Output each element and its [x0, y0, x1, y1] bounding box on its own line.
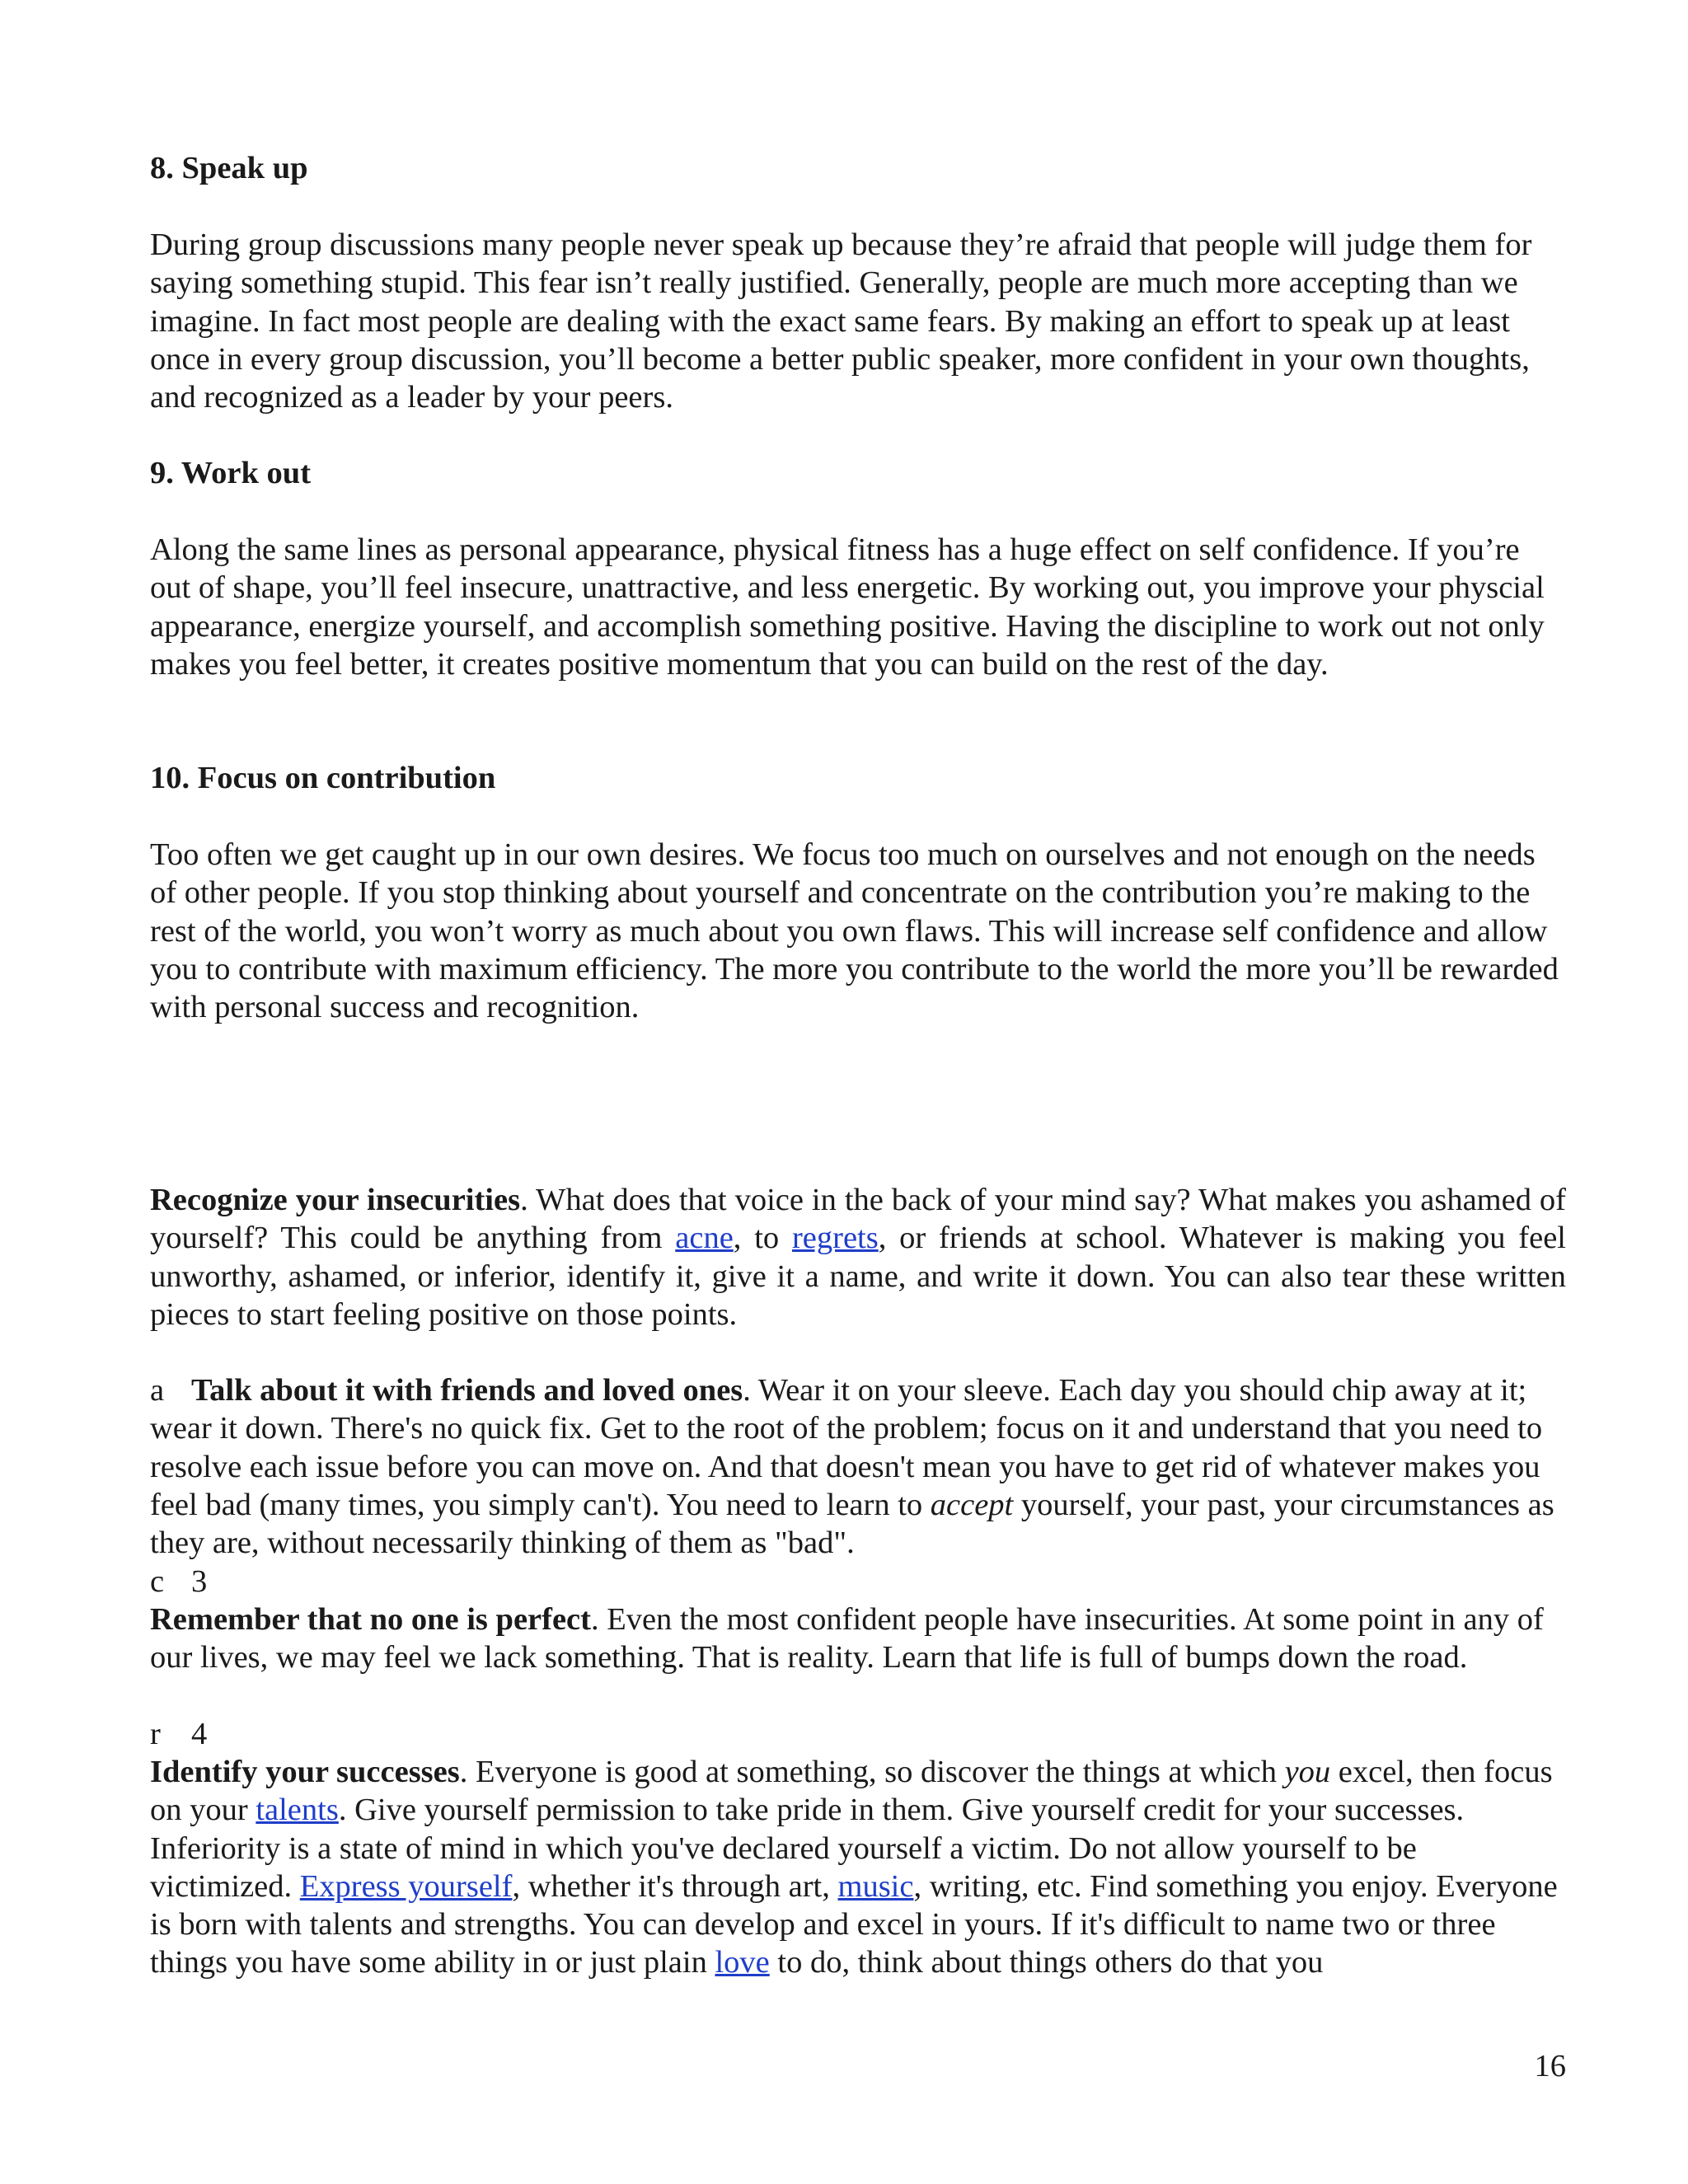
marker-c-number: 3 [191, 1564, 208, 1599]
acne-link[interactable]: acne [675, 1221, 734, 1256]
successes-text-2: excel, then focus on your [150, 1755, 1553, 1828]
perfect-text: . Even the most confident people have insecurities. At some point in any of our lives, we may feel we lack something. That is reality. Learn that life is full of bumps down the road. [150, 1602, 1544, 1675]
list-marker-r [150, 1715, 1566, 1753]
express-yourself-link[interactable]: Express yourself [299, 1868, 513, 1904]
section-9-heading: 9. Work out [150, 456, 312, 490]
successes-text-5: , writing, etc. Find something you enjoy. Everyone is born with talents and strengths. You can develop and excel in yours. If it's difficult to name two or three things you have some ability in or just plain [150, 1868, 1558, 1980]
section-10-body: Too often we get caught up in our own desires. We focus too much on ourselves and not enough on the needs of other people. If you stop thinking about yourself and concentrate on the contribution you’re making to the rest of the world, you won’t worry as much about you own flaws. This will increase self confidence and allow you to contribute with maximum efficiency. The more you contribute to the world the more you’ll be rewarded with personal success and recognition. [150, 837, 1559, 1025]
section-10-heading: 10. Focus on contribution [150, 761, 496, 795]
talk-marker: a [150, 1373, 165, 1408]
talk-text-1: . Wear it on your sleeve. Each day you should chip away at it; wear it down. There's no quick fix. Get to the root of the problem; focus on it and understand that you need to resolve each issue before you can move on. And that doesn't mean you have to get rid of whatever makes you feel bad (many times, you simply can't). You need to learn to [150, 1373, 1543, 1522]
successes-text-1: . Everyone is good at something, so discover the things at which [459, 1755, 1285, 1789]
marker-r-letter: r [150, 1717, 161, 1751]
talk-text-2: yourself, your past, your circumstances as they are, without necessarily thinking of them as "bad". [150, 1487, 1554, 1561]
love-link[interactable]: love [715, 1945, 770, 1980]
section-8-body: During group discussions many people never speak up because they’re afraid that people will judge them for saying something stupid. This fear isn’t really justified. Generally, people are much more accepting than we imagine. In fact most people are dealing with the exact same fears. By making an effort to speak up at least once in every group discussion, you’ll become a better public speaker, more confident in your own thoughts, and recognized as a leader by your peers. [150, 227, 1532, 415]
successes-text-4: , whether it's through art, [512, 1868, 838, 1904]
insecurities-text-3: , or friends at school. Whatever is making you feel unworthy, ashamed, or inferior, identify it, give it a name, and write it down. You can also tear these written pieces to start feeling positive on those points. [150, 1221, 1567, 1332]
successes-paragraph [150, 1753, 1566, 1982]
marker-r-number: 4 [191, 1717, 208, 1751]
talk-paragraph [150, 1371, 1566, 1562]
talk-italic: accept [930, 1487, 1014, 1522]
list-marker-c [150, 1563, 1566, 1601]
perfect-paragraph [150, 1601, 1566, 1677]
talk-title: Talk about it with friends and loved ones [191, 1373, 743, 1408]
section-8-heading: 8. Speak up [150, 151, 308, 185]
music-link[interactable]: music [837, 1868, 914, 1904]
successes-title: Identify your successes [150, 1755, 460, 1789]
marker-c-letter: c [150, 1564, 165, 1599]
insecurities-title: Recognize your insecurities [150, 1183, 521, 1217]
insecurities-paragraph [150, 1181, 1566, 1333]
successes-text-6: to do, think about things others do that you [769, 1945, 1324, 1980]
section-9-body: Along the same lines as personal appearance, physical fitness has a huge effect on self confidence. If you’re out of shape, you’ll feel insecure, unattractive, and less energetic. By working out, you improve your physcial appearance, energize yourself, and accomplish something positive. Having the discipline to work out not only makes you feel better, it creates positive momentum that you can build on the rest of the day. [150, 532, 1545, 682]
successes-text-3: . Give yourself permission to take pride in them. Give yourself credit for your successes. Inferiority is a state of mind in which you've declared yourself a victim. Do not allow yourself to be victimized. [150, 1793, 1465, 1904]
regrets-link[interactable]: regrets [791, 1221, 879, 1256]
insecurities-text-2: , to [733, 1221, 792, 1256]
talents-link[interactable]: talents [256, 1793, 339, 1828]
successes-italic: you [1284, 1755, 1331, 1789]
insecurities-text-1: . What does that voice in the back of your mind say? What makes you ashamed of yourself? This could be anything from [150, 1183, 1566, 1256]
perfect-title: Remember that no one is perfect [150, 1602, 591, 1637]
page-number: 16 [1534, 2049, 1566, 2083]
